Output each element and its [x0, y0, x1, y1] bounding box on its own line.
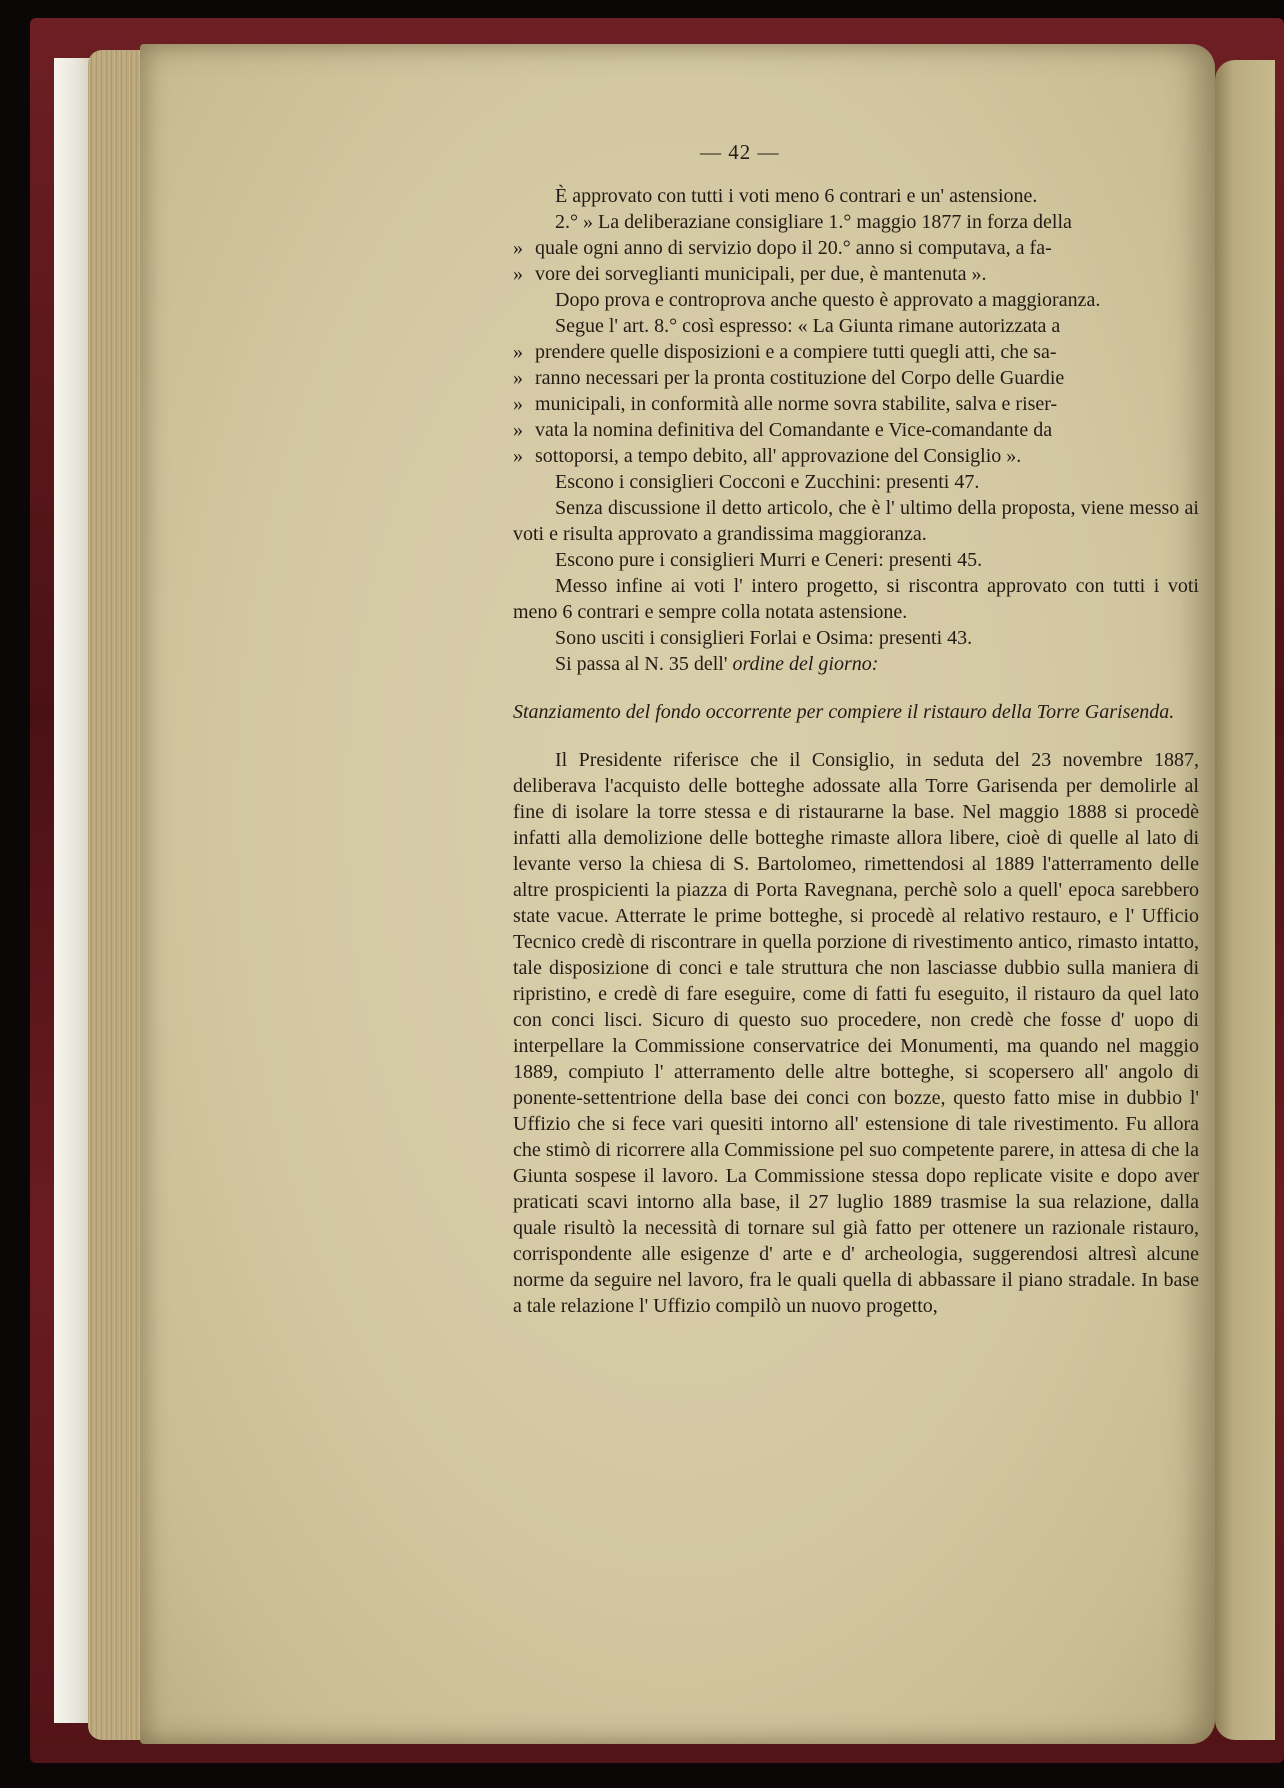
quoted-line: » ranno necessari per la pronta costituzione del Corpo delle Guardie — [513, 367, 1065, 389]
quoted-line: » municipali, in conformità alle norme sovra stabilite, salva e riser- — [513, 393, 1058, 415]
paragraph: Dopo prova e controprova anche questo è approvato a maggioranza. — [555, 289, 1101, 311]
paragraph: Sono usciti i consiglieri Forlai e Osima: presenti 43. — [555, 627, 973, 649]
section-heading: Stanziamento del fondo occorrente per compiere il ristauro della Torre Garisenda. — [513, 701, 1175, 723]
paragraph: Messo infine ai voti l' intero progetto, si riscontra approvato con tutti i voti meno 6 contrari e sempre colla notata astensione. — [513, 575, 1199, 623]
paragraph: Senza discussione il detto articolo, che è l' ultimo della proposta, viene messo ai voti e risulta approvato a grandissima maggioranza. — [513, 497, 1199, 545]
adjacent-page-edge — [1215, 60, 1275, 1740]
page-stack-edges — [88, 50, 148, 1740]
page-text — [513, 183, 1199, 1319]
paragraph: Escono i consiglieri Cocconi e Zucchini: presenti 47. — [555, 471, 980, 493]
paragraph: È approvato con tutti i voti meno 6 contrari e un' astensione. — [555, 185, 1038, 207]
paragraph: Escono pure i consiglieri Murri e Ceneri: presenti 45. — [555, 549, 983, 571]
quoted-line: » prendere quelle disposizioni e a compiere tutti quegli atti, che sa- — [513, 341, 1057, 363]
quoted-line: » vata la nomina definitiva del Comandante e Vice-comandante da — [513, 419, 1053, 441]
paragraph: Si passa al N. 35 dell' ordine del giorno: — [555, 653, 879, 675]
quoted-line: » sottoporsi, a tempo debito, all' approvazione del Consiglio ». — [513, 445, 1022, 467]
quoted-line: » vore dei sorveglianti municipali, per due, è mantenuta ». — [513, 263, 987, 285]
quoted-line: » quale ogni anno di servizio dopo il 20.° anno si computava, a fa- — [513, 237, 1052, 259]
paragraph: 2.° » La deliberaziane consigliare 1.° maggio 1877 in forza della — [555, 211, 1072, 233]
paragraph: Il Presidente riferisce che il Consiglio, in seduta del 23 novembre 1887, deliberava l'acquisto delle botteghe adossate alla Torre Garisenda per demolirle al fine di isolare la torre stessa e di ristaurarne la base. Nel maggio 1888 si procedè infatti alla demolizione delle botteghe rimaste allora libere, cioè di quelle al lato di levante verso la chiesa di S. Bartolomeo, rimettendosi al 1889 l'atterramento delle altre prospicienti la piazza di Porta Ravegnana, perchè solo a quell' epoca sarebbero state vacue. Atterrate le prime botteghe, si procedè al relativo restauro, e l' Ufficio Tecnico credè di riscontrare in quella porzione di rivestimento antico, rimasto intatto, tale disposizione di conci e tale struttura che non lasciasse dubbio sulla maniera di ripristino, e credè di fare eseguire, come di fatti fu eseguito, il ristauro da quel lato con conci lisci. Sicuro di questo suo procedere, non credè che fosse d' uopo di interpellare la Commissione conservatrice dei Monumenti, ma quando nel maggio 1889, compiuto l' atterramento delle altre botteghe, si scopersero all' angolo di ponente-settentrione della base dei conci con bozze, questo fatto mise in dubbio l' Uffizio che si fece vari quesiti intorno all' estensione di tale rivestimento. Fu allora che stimò di ricorrere alla Commissione pel suo competente parere, in attesa di che la Giunta sospese il lavoro. La Commissione stessa dopo replicate visite e dopo aver praticati scavi intorno alla base, il 27 luglio 1889 trasmise la sua relazione, dalla quale risultò la necessità di tornare sul già fatto per ottenere un razionale ristauro, corrispondente alle esigenze d' arte e d' archeologia, suggerendosi altresì alcune norme da seguire nel lavoro, fra le quali quella di abbassare il piano stradale. In base a tale relazione l' Uffizio compilò un nuovo progetto, — [513, 749, 1199, 1317]
page-number: — 42 — — [700, 140, 780, 164]
paragraph: Segue l' art. 8.° così espresso: « La Giunta rimane autorizzata a — [555, 315, 1061, 337]
white-paper-strip — [54, 58, 90, 1723]
